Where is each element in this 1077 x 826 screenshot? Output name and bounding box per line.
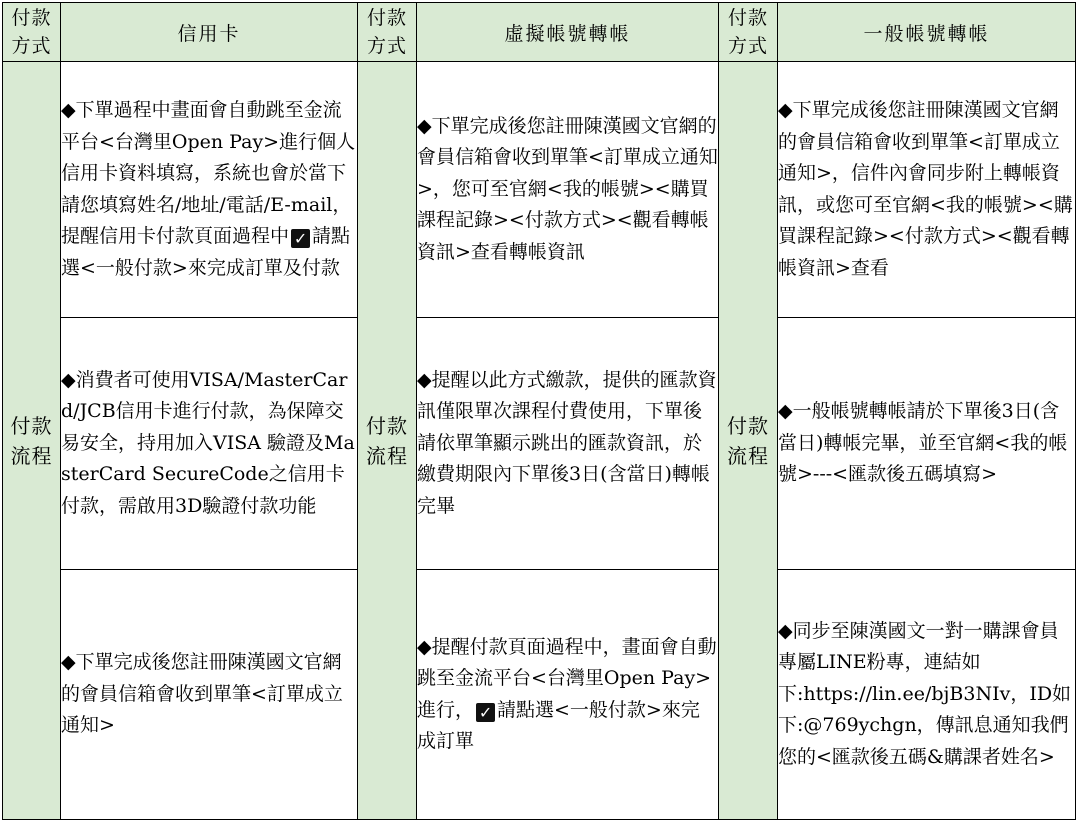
general-account-step-3: ◆同步至陳漢國文一對一購課會員專屬LINE粉專，連結如 下:https://lin.ee/bjB3NIv，ID如下:@769ychgn，傳訊息通知我們您的<匯款後五碼&購課者姓名> xyxy=(778,570,1076,820)
checkbox-checked-icon: ✓ xyxy=(476,703,495,722)
process-label-1: 付款 流程 xyxy=(3,62,61,820)
virtual-account-header: 虛擬帳號轉帳 xyxy=(417,3,719,62)
process-label-2: 付款 流程 xyxy=(358,62,417,820)
table-row xyxy=(3,570,1076,820)
method-header-3: 付款 方式 xyxy=(719,3,778,62)
virtual-account-step-1: ◆下單完成後您註冊陳漢國文官網的會員信箱會收到單筆<訂單成立通知>，您可至官網<我的帳號><購買課程記錄><付款方式><觀看轉帳資訊>查看轉帳資訊 xyxy=(417,62,719,318)
credit-card-step-3: ◆下單完成後您註冊陳漢國文官網的會員信箱會收到單筆<訂單成立通知> xyxy=(61,570,358,820)
general-account-header: 一般帳號轉帳 xyxy=(778,3,1076,62)
table-row xyxy=(3,62,1076,318)
virtual-account-step-2: ◆提醒以此方式繳款，提供的匯款資訊僅限單次課程付費使用，下單後請依單筆顯示跳出的匯款資訊，於繳費期限內下單後3日(含當日)轉帳完畢 xyxy=(417,318,719,570)
virtual-account-step-3: ◆提醒付款頁面過程中，畫面會自動跳至金流平台<台灣里Open Pay>進行， ✓ 請點選<一般付款>來完成訂單 xyxy=(417,570,719,820)
process-label-3: 付款 流程 xyxy=(719,62,778,820)
general-account-step-1: ◆下單完成後您註冊陳漢國文官網的會員信箱會收到單筆<訂單成立通知>，信件內會同步附上轉帳資訊，或您可至官網<我的帳號><購買課程記錄><付款方式><觀看轉帳資訊>查看 xyxy=(778,62,1076,318)
table-row xyxy=(3,318,1076,570)
method-header-2: 付款 方式 xyxy=(358,3,417,62)
credit-card-header: 信用卡 xyxy=(61,3,358,62)
checkbox-checked-icon: ✓ xyxy=(291,229,310,248)
payment-methods-table xyxy=(2,2,1076,820)
general-account-step-2: ◆一般帳號轉帳請於下單後3日(含當日)轉帳完畢，並至官網<我的帳號>---<匯款後五碼填寫> xyxy=(778,318,1076,570)
header-row xyxy=(3,3,1076,62)
credit-card-step-1: ◆下單過程中畫面會自動跳至金流平台<台灣里Open Pay>進行個人信用卡資料填寫，系統也會於當下請您填寫姓名/地址/電話/E-mail，提醒信用卡付款頁面過程中 ✓ 請點選<一般付款>來完成訂單及付款 xyxy=(61,62,358,318)
credit-card-step-2: ◆消費者可使用VISA/MasterCard/JCB信用卡進行付款，為保障交易安全，持用加入VISA 驗證及MasterCard SecureCode之信用卡付款，需啟用3D驗證付款功能 xyxy=(61,318,358,570)
method-header-1: 付款 方式 xyxy=(3,3,61,62)
